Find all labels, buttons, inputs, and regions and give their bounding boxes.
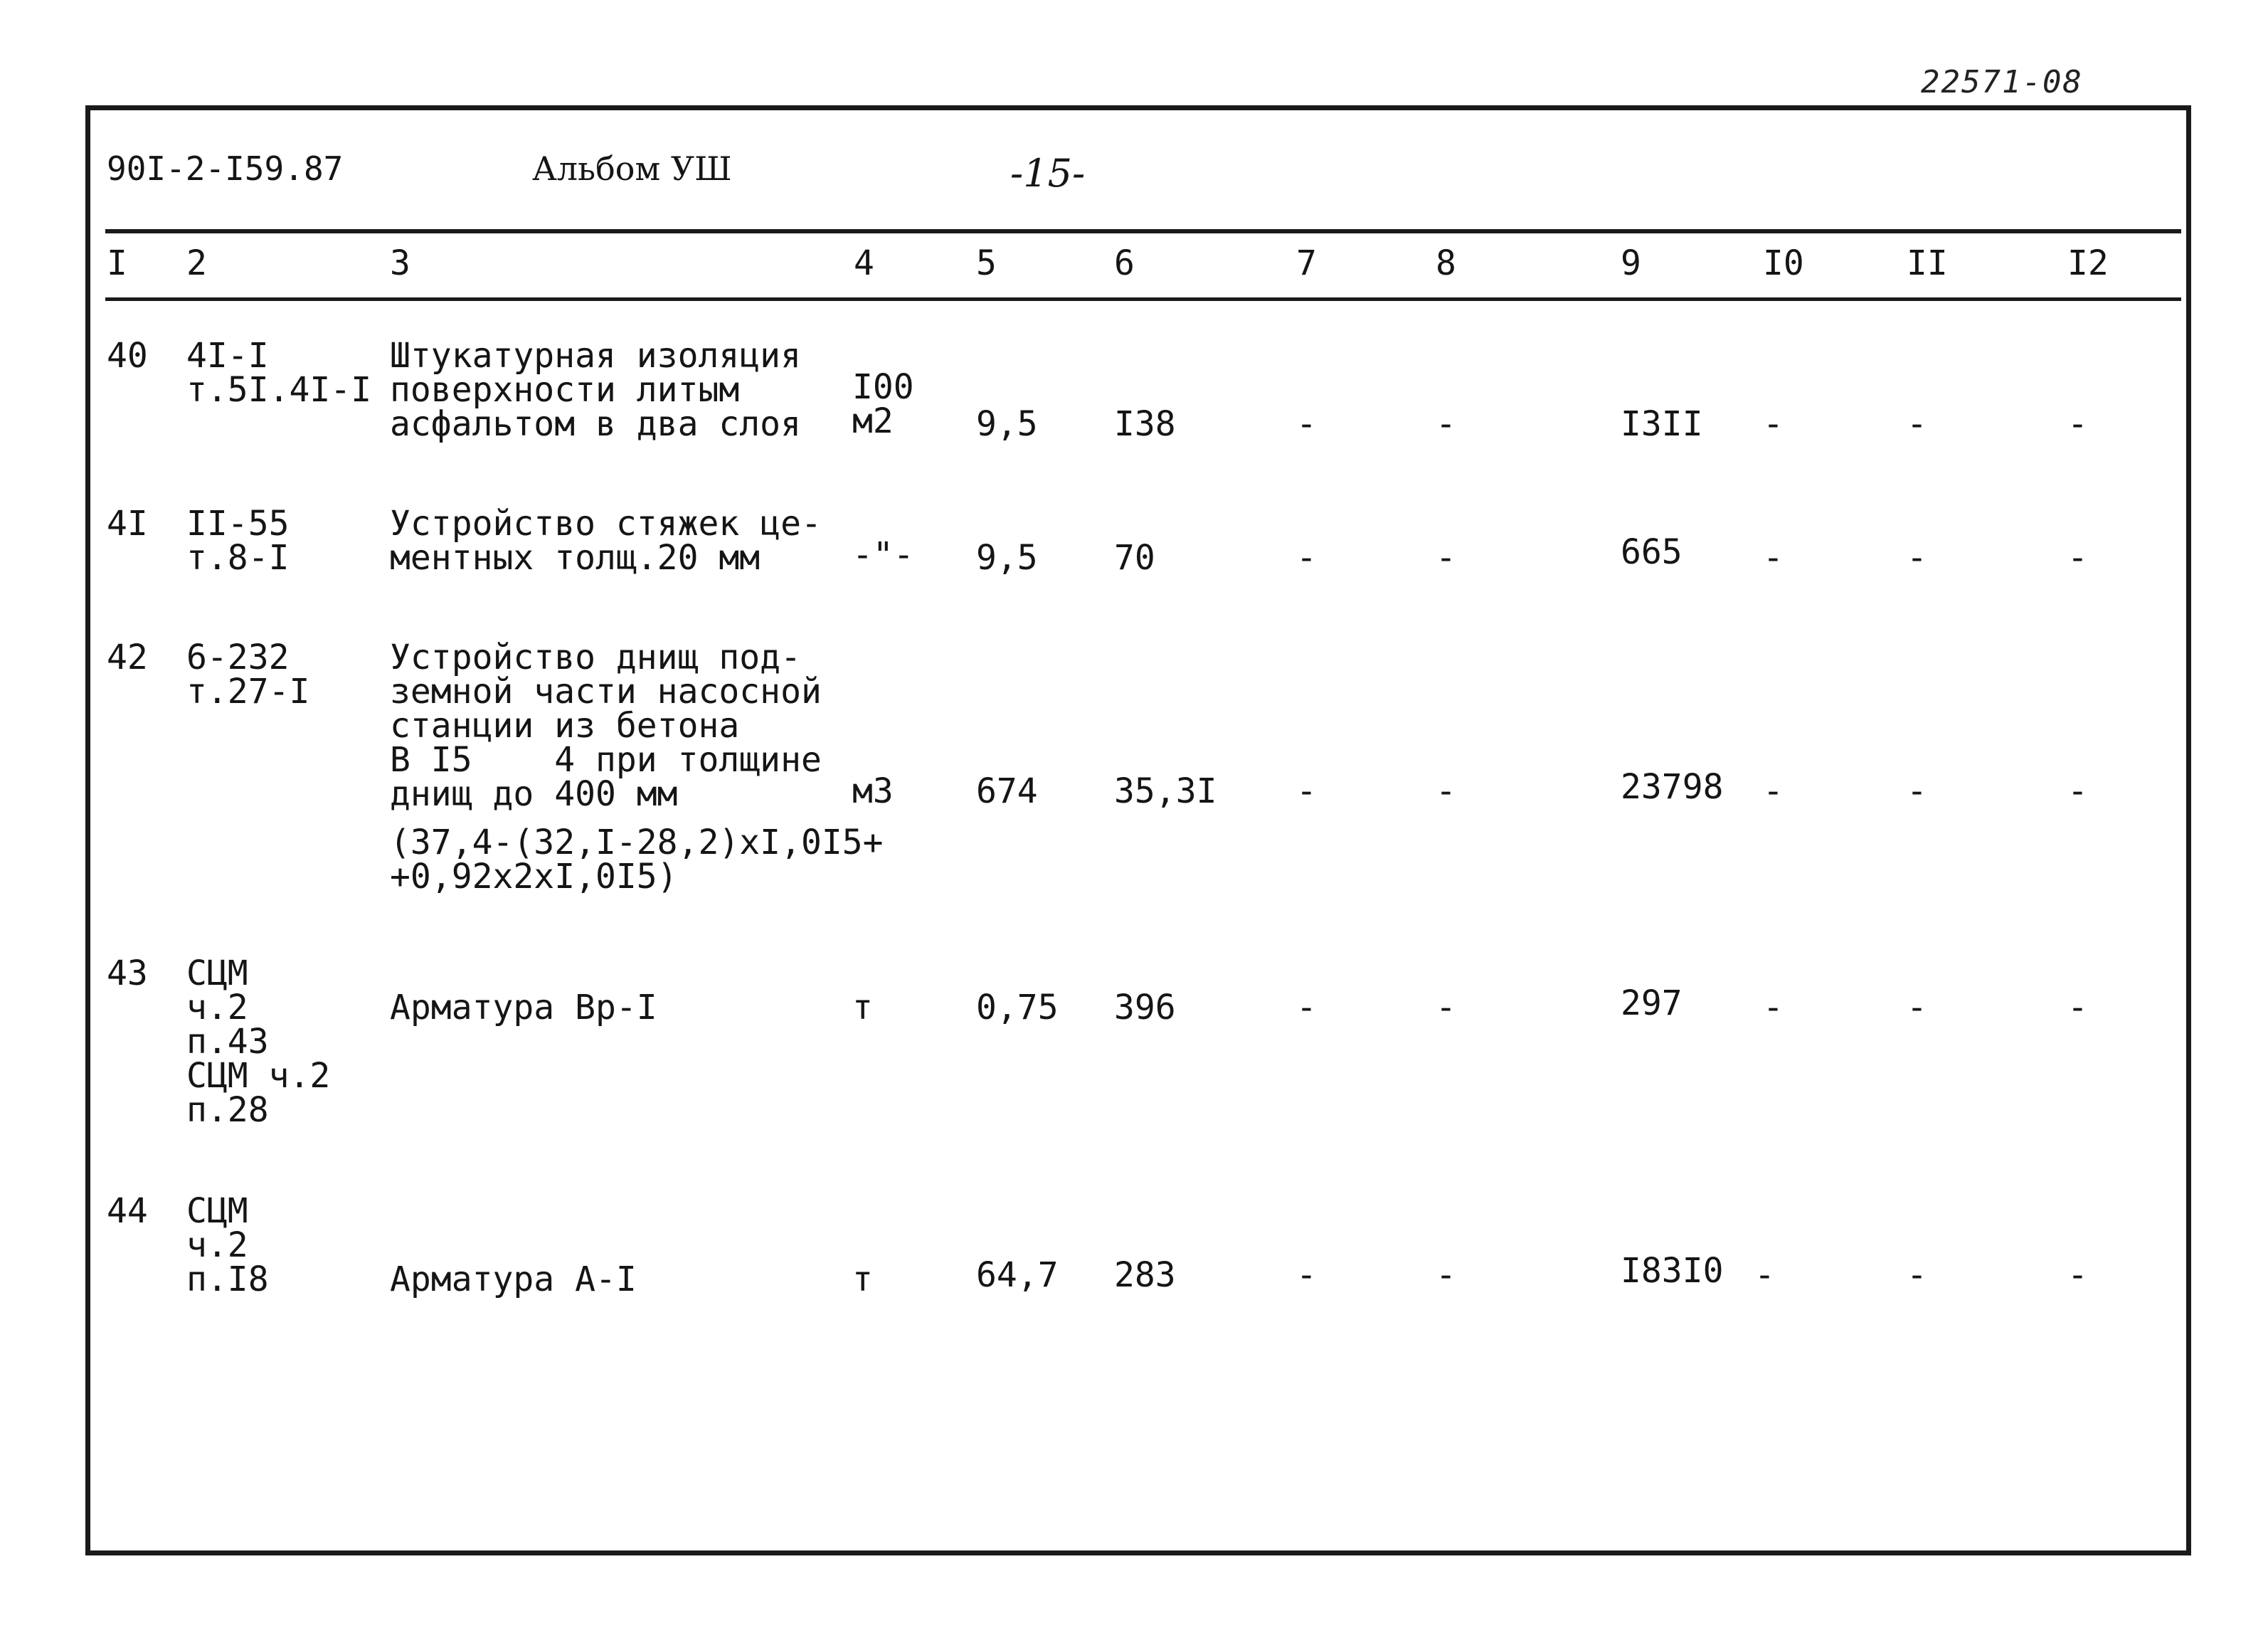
col-header-4: 4	[854, 243, 874, 283]
col-header-1: I	[107, 243, 127, 283]
col8-value: -	[1436, 771, 1456, 811]
col-header-6: 6	[1114, 243, 1135, 283]
col7-value: -	[1296, 1255, 1317, 1295]
description-line: ментных толщ.20 мм	[390, 538, 761, 578]
col11-value: -	[1907, 771, 1927, 811]
row-number: 40	[107, 336, 148, 376]
column-header-rule	[105, 297, 2181, 301]
norm-code-line: ч.2	[186, 1225, 248, 1265]
col-header-2: 2	[186, 243, 207, 283]
col12-value: -	[2067, 988, 2088, 1027]
doc-code: 90I-2-I59.87	[107, 149, 344, 188]
col7-value: -	[1296, 404, 1317, 444]
col-header-7: 7	[1296, 243, 1317, 283]
norm-code-line: СЦМ	[186, 1191, 248, 1231]
unit-price: 70	[1114, 538, 1155, 578]
header-rule	[105, 229, 2181, 233]
page-number: -15-	[1010, 151, 1086, 196]
norm-code-line: 6-232	[186, 638, 290, 677]
col8-value: -	[1436, 988, 1456, 1027]
row-number: 44	[107, 1191, 148, 1231]
row-number: 4I	[107, 504, 148, 544]
norm-code-line: СЦМ ч.2	[186, 1056, 331, 1096]
col11-value: -	[1907, 404, 1927, 444]
total-cost: 665	[1621, 532, 1683, 572]
formula-line: +0,92x2xI,0I5)	[390, 857, 678, 897]
description-line: поверхности литым	[390, 370, 740, 410]
unit-price: I38	[1114, 404, 1176, 444]
unit-price: 283	[1114, 1255, 1176, 1295]
col7-value: -	[1296, 771, 1317, 811]
description-line: Штукатурная изоляция	[390, 336, 801, 376]
unit-line: т	[852, 988, 873, 1027]
col12-value: -	[2067, 771, 2088, 811]
col10-value: -	[1763, 988, 1784, 1027]
col12-value: -	[2067, 538, 2088, 578]
col-header-8: 8	[1436, 243, 1456, 283]
col-header-9: 9	[1621, 243, 1641, 283]
total-cost: 297	[1621, 983, 1683, 1023]
unit-line: т	[852, 1259, 873, 1299]
col-header-5: 5	[976, 243, 997, 283]
norm-code-line: ч.2	[186, 988, 248, 1027]
unit-line: м2	[852, 401, 894, 441]
quantity: 9,5	[976, 538, 1038, 578]
description-line: Устройство стяжек це-	[390, 504, 822, 544]
norm-code-line: СЦМ	[186, 953, 248, 993]
col8-value: -	[1436, 538, 1456, 578]
description-line: Арматура А-I	[390, 1259, 637, 1299]
col-header-10: I0	[1763, 243, 1804, 283]
description-line: В I5 4 при толщине	[390, 740, 822, 780]
unit-line: I00	[852, 367, 914, 407]
col8-value: -	[1436, 1255, 1456, 1295]
col10-value: -	[1763, 404, 1784, 444]
col-header-12: I2	[2067, 243, 2109, 283]
col11-value: -	[1907, 1255, 1927, 1295]
unit-line: м3	[852, 771, 894, 811]
col10-value: -	[1754, 1255, 1775, 1295]
col7-value: -	[1296, 538, 1317, 578]
unit-price: 35,3I	[1114, 771, 1217, 811]
unit-price: 396	[1114, 988, 1176, 1027]
norm-code-line: II-55	[186, 504, 290, 544]
col10-value: -	[1763, 771, 1784, 811]
col8-value: -	[1436, 404, 1456, 444]
col-header-3: 3	[390, 243, 410, 283]
col12-value: -	[2067, 404, 2088, 444]
formula-line: (37,4-(32,I-28,2)xI,0I5+	[390, 823, 884, 862]
norm-code-line: п.43	[186, 1022, 269, 1062]
col11-value: -	[1907, 988, 1927, 1027]
col12-value: -	[2067, 1255, 2088, 1295]
row-number: 42	[107, 638, 148, 677]
col-header-11: II	[1907, 243, 1948, 283]
norm-code-line: т.5I.4I-I	[186, 370, 372, 410]
quantity: 9,5	[976, 404, 1038, 444]
norm-code-line: т.27-I	[186, 672, 310, 712]
description-line: асфальтом в два слоя	[390, 404, 801, 444]
col7-value: -	[1296, 988, 1317, 1027]
norm-code-line: п.I8	[186, 1259, 269, 1299]
description-line: Арматура Вр-I	[390, 988, 657, 1027]
total-cost: I3II	[1621, 404, 1703, 444]
col11-value: -	[1907, 538, 1927, 578]
norm-code-line: т.8-I	[186, 538, 290, 578]
total-cost: 23798	[1621, 767, 1724, 807]
quantity: 674	[976, 771, 1038, 811]
total-cost: I83I0	[1621, 1251, 1724, 1291]
col10-value: -	[1763, 538, 1784, 578]
row-number: 43	[107, 953, 148, 993]
quantity: 64,7	[976, 1255, 1059, 1295]
norm-code-line: п.28	[186, 1090, 269, 1130]
sheet-code: 22571-08	[1921, 64, 2083, 100]
description-line: днищ до 400 мм	[390, 774, 678, 814]
description-line: земной части насосной	[390, 672, 822, 712]
unit-line: -"-	[852, 535, 914, 575]
description-line: станции из бетона	[390, 706, 740, 746]
album-label: Альбом УШ	[532, 149, 732, 188]
norm-code-line: 4I-I	[186, 336, 269, 376]
description-line: Устройство днищ под-	[390, 638, 801, 677]
quantity: 0,75	[976, 988, 1059, 1027]
